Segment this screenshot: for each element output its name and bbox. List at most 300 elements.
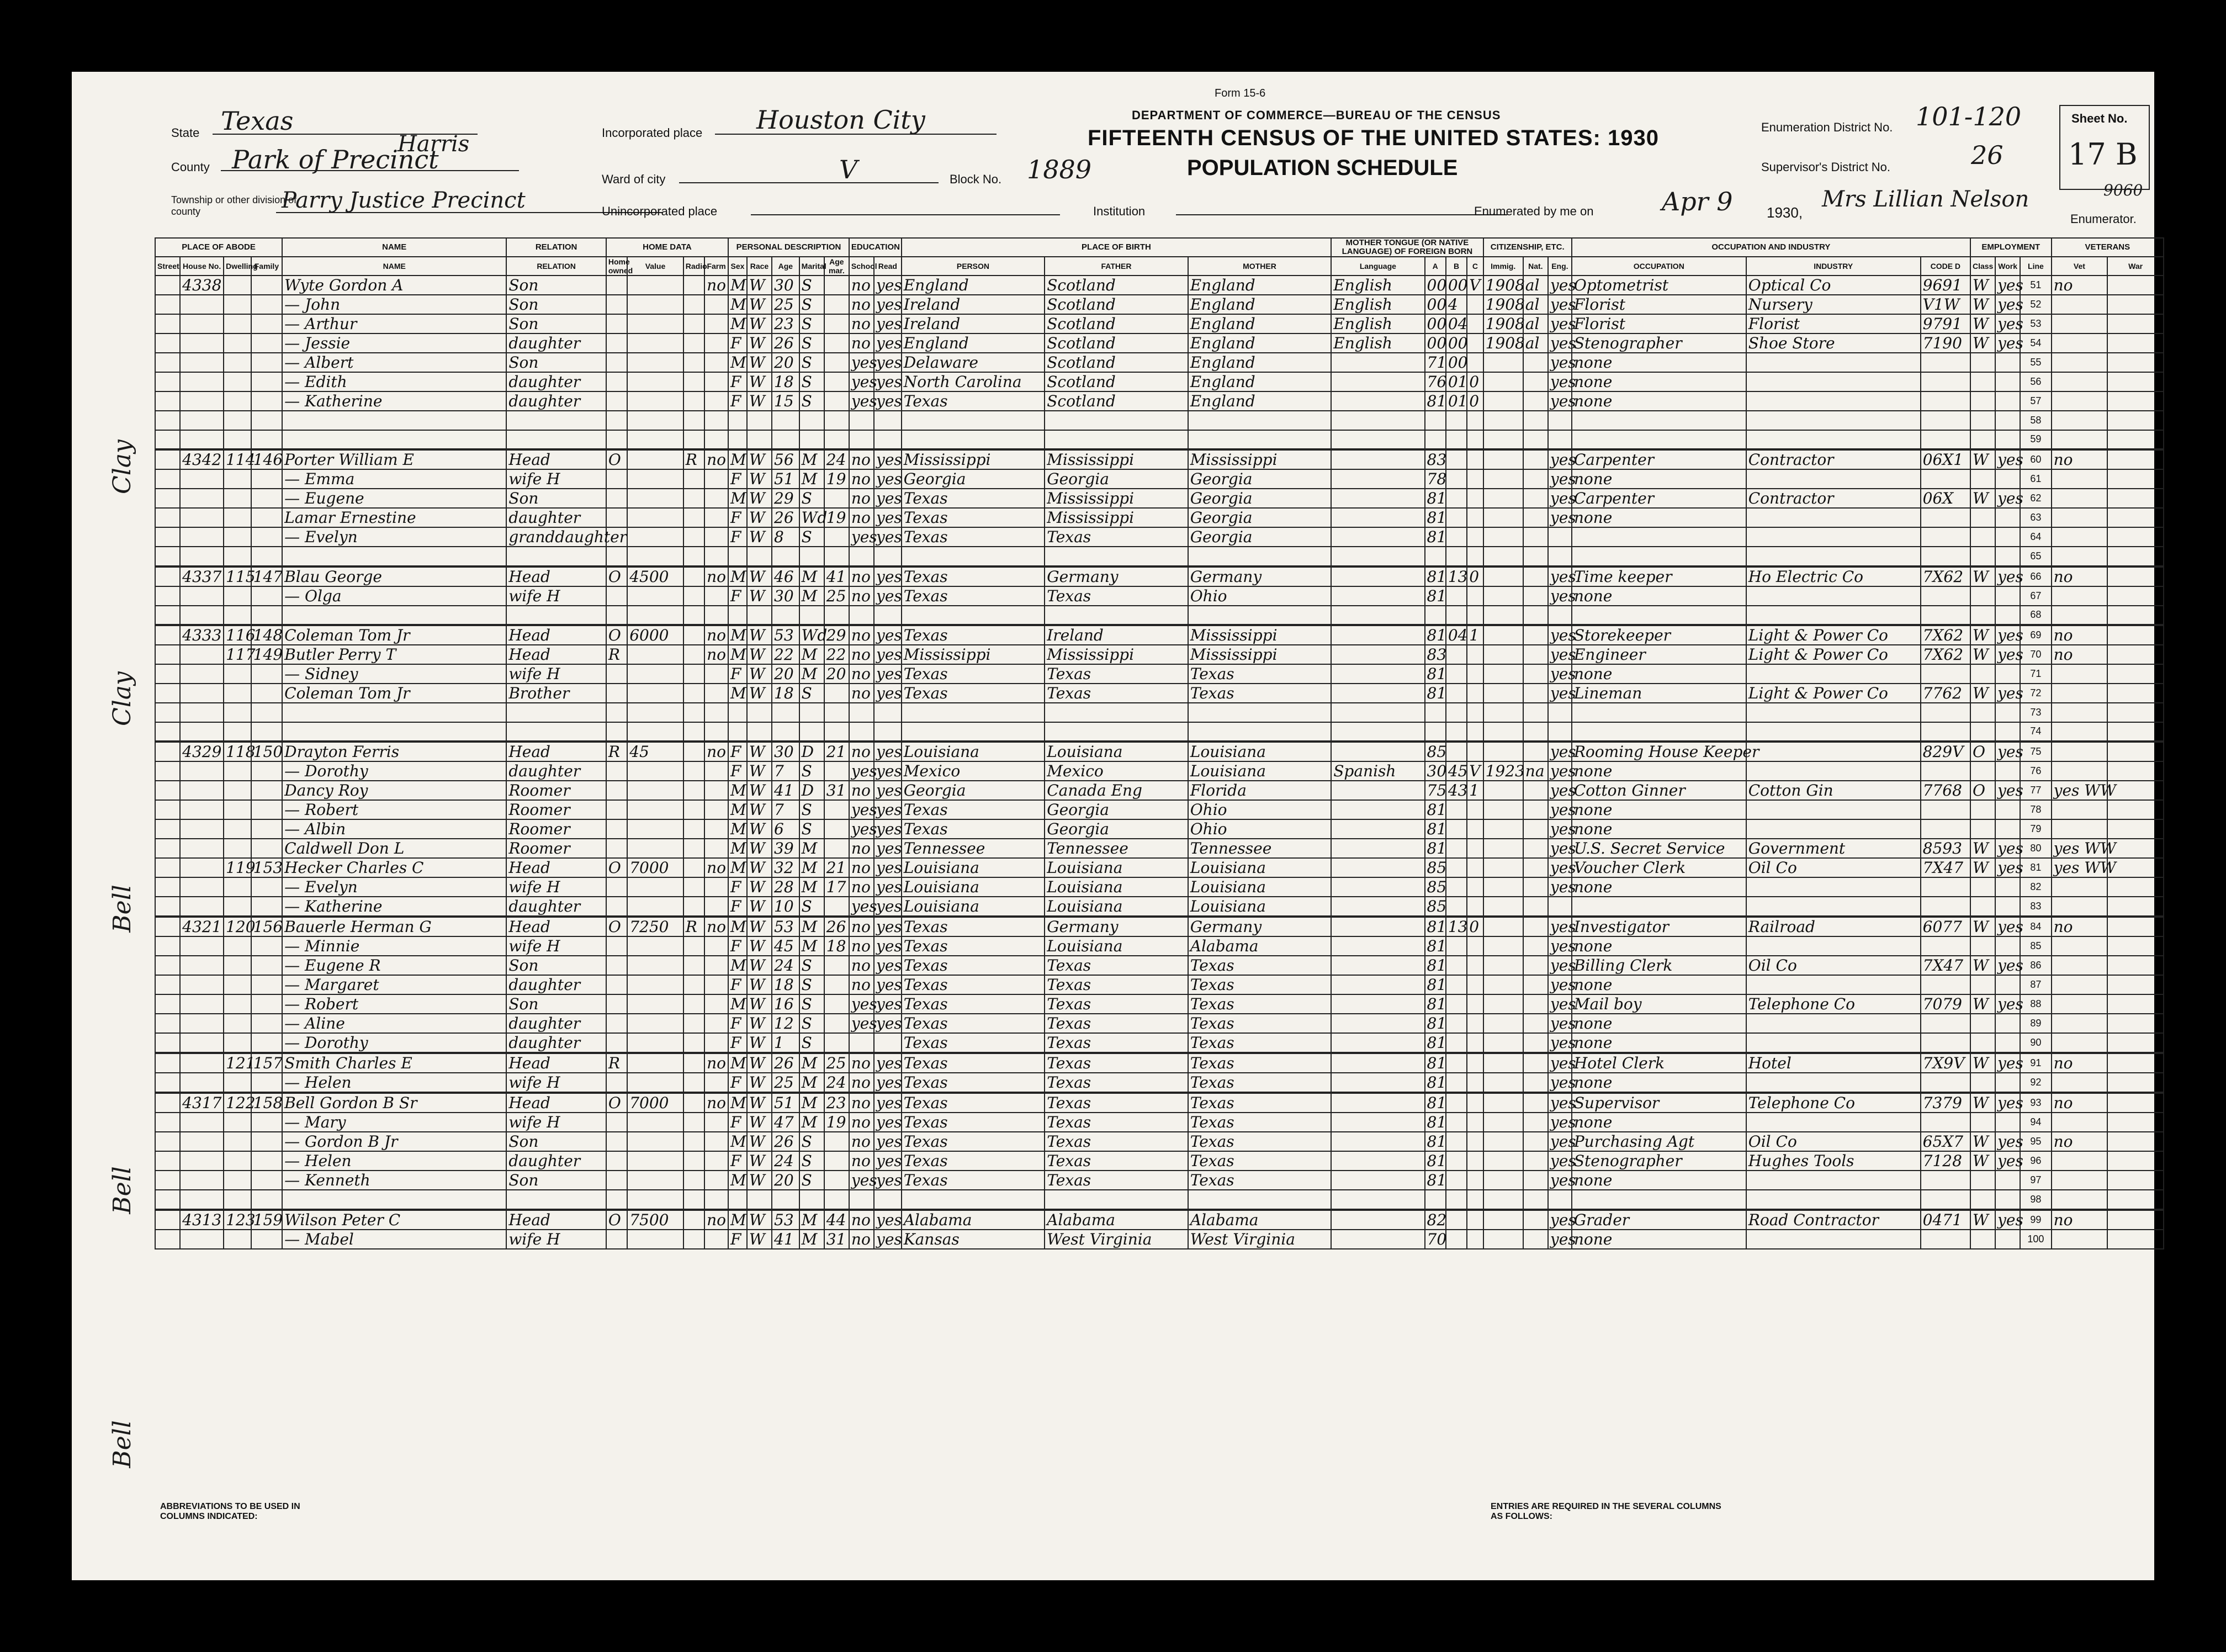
- cell-war: [2107, 430, 2164, 450]
- cell-house: [180, 664, 224, 684]
- cell-val: [627, 645, 683, 664]
- cell-occ: Optometrist: [1572, 276, 1746, 295]
- cell-house: [180, 975, 224, 994]
- cell-lang: [1331, 800, 1424, 819]
- table-row: [155, 430, 2164, 450]
- cell-mother: Texas: [1188, 1014, 1332, 1033]
- cell-line: 75: [2020, 742, 2051, 761]
- cell-read: yes: [874, 1210, 902, 1230]
- column-header: RELATION: [506, 257, 606, 276]
- cell-birth: Texas: [902, 936, 1045, 956]
- cell-dw: 119: [224, 858, 251, 877]
- cell-agem: [824, 975, 849, 994]
- cell-sex: M: [728, 994, 747, 1014]
- cell-sch: yes: [849, 527, 874, 547]
- cell-race: W: [747, 781, 772, 800]
- cell-fam: [251, 994, 282, 1014]
- cell-birth: Texas: [902, 819, 1045, 839]
- cell-sch: [849, 547, 874, 566]
- cell-dw: [224, 1033, 251, 1053]
- cell-father: [1045, 703, 1188, 722]
- cell-line: 94: [2020, 1113, 2051, 1132]
- cell-name: — Gordon B Jr: [282, 1132, 506, 1151]
- cell-val: [627, 761, 683, 781]
- cell-dw: [224, 1113, 251, 1132]
- cell-nat: [1523, 625, 1548, 645]
- cell-fam: [251, 722, 282, 742]
- cell-birth: Louisiana: [902, 897, 1045, 917]
- cell-b: [1446, 469, 1467, 489]
- county-label: County: [171, 160, 210, 174]
- cell-work: yes: [1995, 742, 2020, 761]
- cell-sex: [728, 703, 747, 722]
- cell-war: [2107, 391, 2164, 411]
- incorporated-line: [715, 134, 997, 135]
- cell-birth: Texas: [902, 994, 1045, 1014]
- table-row: [155, 372, 2164, 391]
- cell-eng: yes: [1548, 276, 1572, 295]
- cell-imm: [1483, 1210, 1523, 1230]
- table-row: [155, 547, 2164, 566]
- cell-vet: [2052, 722, 2108, 742]
- cell-own: [606, 956, 627, 975]
- cell-house: [180, 703, 224, 722]
- cell-read: yes: [874, 664, 902, 684]
- cell-farm: [704, 508, 728, 527]
- census-rows: [155, 276, 2164, 1249]
- cell-line: 81: [2020, 858, 2051, 877]
- cell-farm: [704, 586, 728, 606]
- cell-sch: no: [849, 625, 874, 645]
- cell-read: yes: [874, 489, 902, 508]
- cell-name: Butler Perry T: [282, 645, 506, 664]
- cell-house: [180, 1053, 224, 1073]
- cell-birth: Texas: [902, 508, 1045, 527]
- cell-house: [180, 1073, 224, 1093]
- cell-name: Wilson Peter C: [282, 1210, 506, 1230]
- cell-house: [180, 527, 224, 547]
- cell-house: [180, 1190, 224, 1210]
- cell-father: Canada Eng: [1045, 781, 1188, 800]
- cell-street: [155, 684, 180, 703]
- cell-eng: yes: [1548, 858, 1572, 877]
- cell-age: 26: [772, 333, 799, 353]
- enum-district-label: Enumeration District No.: [1761, 120, 1893, 134]
- cell-b: [1446, 1053, 1467, 1073]
- cell-dw: [224, 353, 251, 372]
- cell-vet: [2052, 1230, 2108, 1249]
- cell-vet: no: [2052, 645, 2108, 664]
- cell-line: 80: [2020, 839, 2051, 858]
- cell-birth: [902, 411, 1045, 430]
- cell-vet: no: [2052, 1132, 2108, 1151]
- cell-work: [1995, 1033, 2020, 1053]
- cell-fam: [251, 1113, 282, 1132]
- cell-race: W: [747, 566, 772, 586]
- cell-vet: [2052, 547, 2108, 566]
- cell-radio: [683, 858, 704, 877]
- cell-line: 63: [2020, 508, 2051, 527]
- cell-code: [1921, 897, 1970, 917]
- cell-read: yes: [874, 586, 902, 606]
- cell-name: — Robert: [282, 994, 506, 1014]
- cell-b: [1446, 1132, 1467, 1151]
- cell-mother: Mississippi: [1188, 625, 1332, 645]
- cell-cls: W: [1970, 917, 1995, 936]
- cell-farm: [704, 295, 728, 314]
- cell-cls: [1970, 1171, 1995, 1190]
- cell-fam: [251, 411, 282, 430]
- cell-eng: yes: [1548, 781, 1572, 800]
- cell-sex: [728, 547, 747, 566]
- cell-rel: Son: [506, 314, 606, 333]
- cell-father: Scotland: [1045, 295, 1188, 314]
- cell-father: [1045, 411, 1188, 430]
- cell-code: [1921, 761, 1970, 781]
- cell-sch: no: [849, 469, 874, 489]
- cell-agem: 31: [824, 781, 849, 800]
- cell-farm: [704, 314, 728, 333]
- cell-agem: 19: [824, 508, 849, 527]
- table-row: [155, 333, 2164, 353]
- cell-farm: [704, 1113, 728, 1132]
- cell-work: yes: [1995, 295, 2020, 314]
- cell-nat: [1523, 1014, 1548, 1033]
- cell-mar: S: [799, 975, 824, 994]
- cell-val: [627, 1073, 683, 1093]
- cell-fam: 150: [251, 742, 282, 761]
- cell-age: 8: [772, 527, 799, 547]
- cell-c: 0: [1467, 566, 1483, 586]
- cell-mother: [1188, 703, 1332, 722]
- cell-b: [1446, 742, 1467, 761]
- cell-line: 78: [2020, 800, 2051, 819]
- cell-own: O: [606, 1210, 627, 1230]
- cell-sex: F: [728, 527, 747, 547]
- cell-mar: S: [799, 1033, 824, 1053]
- cell-radio: [683, 664, 704, 684]
- cell-imm: [1483, 1113, 1523, 1132]
- cell-imm: 1908: [1483, 295, 1523, 314]
- cell-read: yes: [874, 1014, 902, 1033]
- cell-line: 55: [2020, 353, 2051, 372]
- cell-work: [1995, 703, 2020, 722]
- cell-dw: [224, 508, 251, 527]
- group-abode: PLACE OF ABODE: [155, 238, 282, 257]
- cell-rel: wife H: [506, 586, 606, 606]
- cell-sch: no: [849, 936, 874, 956]
- cell-sch: [849, 1033, 874, 1053]
- cell-code: [1921, 1190, 1970, 1210]
- cell-street: [155, 1073, 180, 1093]
- cell-war: [2107, 1093, 2164, 1113]
- cell-rel: Son: [506, 353, 606, 372]
- cell-cls: O: [1970, 742, 1995, 761]
- cell-mar: M: [799, 1210, 824, 1230]
- table-row: [155, 295, 2164, 314]
- cell-work: yes: [1995, 1093, 2020, 1113]
- cell-rel: [506, 411, 606, 430]
- cell-rel: [506, 703, 606, 722]
- cell-occ: Grader: [1572, 1210, 1746, 1230]
- cell-code: [1921, 1171, 1970, 1190]
- cell-dw: [224, 276, 251, 295]
- cell-eng: yes: [1548, 333, 1572, 353]
- cell-ind: [1746, 761, 1921, 781]
- cell-eng: yes: [1548, 295, 1572, 314]
- cell-age: 15: [772, 391, 799, 411]
- cell-rel: daughter: [506, 897, 606, 917]
- cell-imm: [1483, 956, 1523, 975]
- cell-occ: none: [1572, 1033, 1746, 1053]
- cell-farm: no: [704, 625, 728, 645]
- cell-val: [627, 508, 683, 527]
- cell-c: 0: [1467, 391, 1483, 411]
- cell-sex: F: [728, 508, 747, 527]
- cell-mother: [1188, 430, 1332, 450]
- cell-b: [1446, 430, 1467, 450]
- cell-sex: M: [728, 1132, 747, 1151]
- cell-sch: yes: [849, 353, 874, 372]
- cell-agem: 24: [824, 1073, 849, 1093]
- cell-agem: [824, 1171, 849, 1190]
- cell-rel: daughter: [506, 761, 606, 781]
- cell-radio: [683, 1171, 704, 1190]
- column-header: B: [1446, 257, 1467, 276]
- cell-imm: [1483, 858, 1523, 877]
- cell-fam: [251, 430, 282, 450]
- cell-ind: Telephone Co: [1746, 994, 1921, 1014]
- cell-sch: yes: [849, 800, 874, 819]
- cell-sex: M: [728, 858, 747, 877]
- cell-agem: [824, 295, 849, 314]
- cell-ind: Ho Electric Co: [1746, 566, 1921, 586]
- column-header: Marital: [799, 257, 824, 276]
- cell-eng: yes: [1548, 372, 1572, 391]
- cell-father: Texas: [1045, 1033, 1188, 1053]
- cell-cls: [1970, 800, 1995, 819]
- cell-eng: yes: [1548, 975, 1572, 994]
- cell-house: [180, 684, 224, 703]
- cell-birth: Texas: [902, 1053, 1045, 1073]
- cell-code: 06X: [1921, 489, 1970, 508]
- cell-line: 74: [2020, 722, 2051, 742]
- cell-street: [155, 1210, 180, 1230]
- cell-code: [1921, 372, 1970, 391]
- cell-war: [2107, 527, 2164, 547]
- cell-b: [1446, 606, 1467, 626]
- cell-b: [1446, 411, 1467, 430]
- cell-dw: [224, 489, 251, 508]
- cell-mother: Texas: [1188, 1151, 1332, 1171]
- cell-sch: no: [849, 956, 874, 975]
- cell-imm: [1483, 742, 1523, 761]
- cell-val: [627, 372, 683, 391]
- cell-farm: no: [704, 449, 728, 469]
- cell-sex: M: [728, 449, 747, 469]
- table-row: [155, 1113, 2164, 1132]
- enumerator-stamp: 9060: [2103, 181, 2143, 199]
- cell-b: [1446, 936, 1467, 956]
- cell-dw: [224, 897, 251, 917]
- cell-own: O: [606, 1093, 627, 1113]
- cell-sch: yes: [849, 897, 874, 917]
- cell-fam: [251, 1014, 282, 1033]
- cell-rel: granddaughter: [506, 527, 606, 547]
- cell-mother: Georgia: [1188, 469, 1332, 489]
- cell-mar: M: [799, 858, 824, 877]
- cell-fam: [251, 761, 282, 781]
- cell-cls: W: [1970, 1132, 1995, 1151]
- cell-code: [1921, 547, 1970, 566]
- cell-code: 7X9V: [1921, 1053, 1970, 1073]
- cell-sex: M: [728, 645, 747, 664]
- cell-c: [1467, 411, 1483, 430]
- table-row: [155, 897, 2164, 917]
- cell-code: [1921, 469, 1970, 489]
- cell-father: Alabama: [1045, 1210, 1188, 1230]
- cell-father: Mississippi: [1045, 645, 1188, 664]
- cell-work: yes: [1995, 1132, 2020, 1151]
- cell-mother: Alabama: [1188, 1210, 1332, 1230]
- cell-rel: Head: [506, 449, 606, 469]
- cell-occ: Billing Clerk: [1572, 956, 1746, 975]
- cell-farm: [704, 684, 728, 703]
- cell-race: W: [747, 1093, 772, 1113]
- cell-mother: Germany: [1188, 917, 1332, 936]
- cell-birth: Louisiana: [902, 858, 1045, 877]
- cell-a: [1425, 722, 1446, 742]
- cell-imm: [1483, 606, 1523, 626]
- cell-lang: [1331, 917, 1424, 936]
- cell-agem: 17: [824, 877, 849, 897]
- cell-birth: England: [902, 276, 1045, 295]
- cell-race: W: [747, 858, 772, 877]
- cell-own: [606, 489, 627, 508]
- cell-a: 75: [1425, 781, 1446, 800]
- cell-ind: [1746, 527, 1921, 547]
- cell-name: — Emma: [282, 469, 506, 489]
- cell-birth: England: [902, 333, 1045, 353]
- cell-c: [1467, 586, 1483, 606]
- column-header: Line: [2020, 257, 2051, 276]
- cell-read: yes: [874, 917, 902, 936]
- cell-vet: [2052, 703, 2108, 722]
- cell-vet: [2052, 684, 2108, 703]
- cell-code: [1921, 800, 1970, 819]
- cell-nat: al: [1523, 295, 1548, 314]
- cell-father: [1045, 430, 1188, 450]
- cell-a: 00: [1425, 314, 1446, 333]
- column-header: War: [2107, 257, 2164, 276]
- cell-a: 30: [1425, 761, 1446, 781]
- table-row: [155, 1171, 2164, 1190]
- cell-imm: [1483, 722, 1523, 742]
- cell-read: yes: [874, 1093, 902, 1113]
- cell-code: [1921, 527, 1970, 547]
- cell-sch: yes: [849, 994, 874, 1014]
- cell-lang: [1331, 684, 1424, 703]
- cell-line: 70: [2020, 645, 2051, 664]
- cell-b: [1446, 858, 1467, 877]
- column-header: Age: [772, 257, 799, 276]
- cell-farm: no: [704, 1210, 728, 1230]
- cell-val: [627, 489, 683, 508]
- cell-sch: no: [849, 684, 874, 703]
- cell-war: [2107, 897, 2164, 917]
- cell-sex: F: [728, 1073, 747, 1093]
- cell-own: [606, 936, 627, 956]
- cell-read: yes: [874, 936, 902, 956]
- cell-mar: M: [799, 645, 824, 664]
- cell-mar: M: [799, 1053, 824, 1073]
- cell-vet: no: [2052, 449, 2108, 469]
- column-header: Street: [155, 257, 180, 276]
- cell-race: W: [747, 489, 772, 508]
- cell-birth: North Carolina: [902, 372, 1045, 391]
- cell-code: [1921, 1073, 1970, 1093]
- table-row: [155, 1073, 2164, 1093]
- cell-birth: [902, 1190, 1045, 1210]
- cell-c: 1: [1467, 625, 1483, 645]
- cell-work: yes: [1995, 1210, 2020, 1230]
- cell-line: 60: [2020, 449, 2051, 469]
- cell-imm: [1483, 489, 1523, 508]
- cell-street: [155, 897, 180, 917]
- cell-agem: 31: [824, 1230, 849, 1249]
- cell-rel: daughter: [506, 1014, 606, 1033]
- group-veterans: VETERANS: [2052, 238, 2164, 257]
- cell-house: 4342: [180, 449, 224, 469]
- column-header: Vet: [2052, 257, 2108, 276]
- cell-agem: 44: [824, 1210, 849, 1230]
- cell-race: W: [747, 1033, 772, 1053]
- cell-agem: [824, 722, 849, 742]
- cell-mar: M: [799, 1073, 824, 1093]
- cell-radio: [683, 276, 704, 295]
- cell-vet: [2052, 975, 2108, 994]
- cell-rel: Head: [506, 566, 606, 586]
- cell-lang: [1331, 703, 1424, 722]
- cell-own: [606, 877, 627, 897]
- cell-c: 0: [1467, 372, 1483, 391]
- cell-own: [606, 314, 627, 333]
- cell-ind: Contractor: [1746, 489, 1921, 508]
- cell-sch: no: [849, 489, 874, 508]
- cell-imm: [1483, 1073, 1523, 1093]
- cell-agem: 22: [824, 645, 849, 664]
- form-number: Form 15-6: [1215, 87, 1266, 99]
- cell-mar: S: [799, 353, 824, 372]
- cell-age: 53: [772, 1210, 799, 1230]
- cell-a: 81: [1425, 994, 1446, 1014]
- cell-age: 47: [772, 1113, 799, 1132]
- cell-line: 67: [2020, 586, 2051, 606]
- cell-name: — Kenneth: [282, 1171, 506, 1190]
- cell-mother: Alabama: [1188, 936, 1332, 956]
- enumerator-label: Enumerator.: [2070, 212, 2137, 226]
- cell-own: [606, 586, 627, 606]
- cell-race: W: [747, 684, 772, 703]
- cell-own: [606, 664, 627, 684]
- cell-street: [155, 625, 180, 645]
- cell-work: yes: [1995, 858, 2020, 877]
- cell-occ: none: [1572, 761, 1746, 781]
- cell-war: [2107, 1053, 2164, 1073]
- cell-age: [772, 547, 799, 566]
- cell-dw: [224, 800, 251, 819]
- cell-imm: [1483, 917, 1523, 936]
